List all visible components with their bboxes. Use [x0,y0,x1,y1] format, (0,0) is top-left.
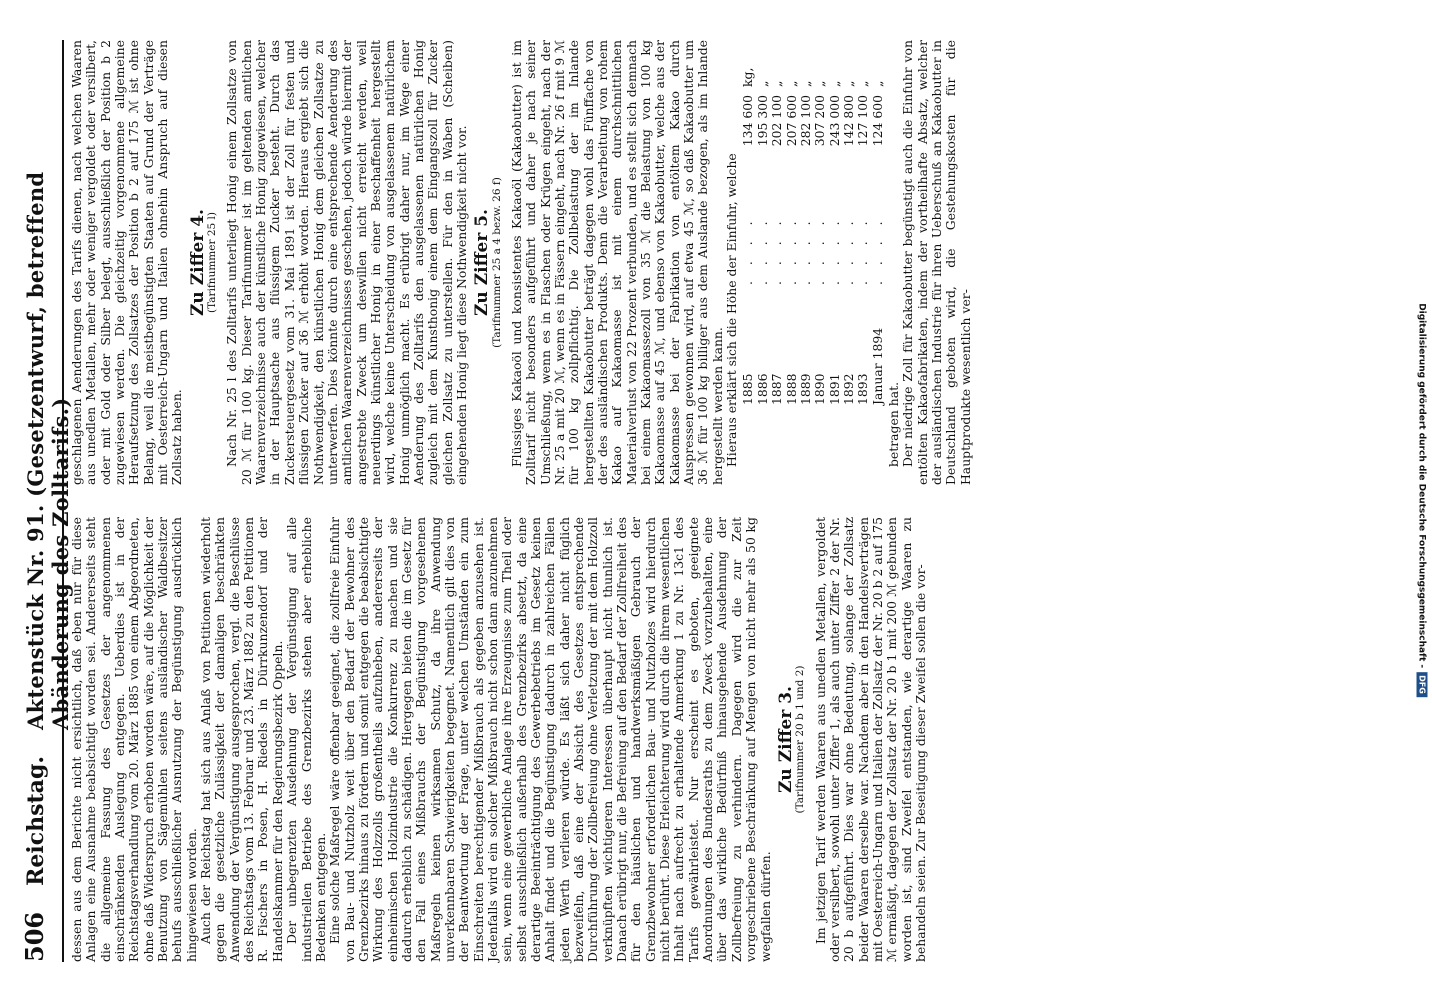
table-row [799,40,813,405]
table-unit: „ [769,80,785,87]
table-leader: . . . . [754,215,770,285]
table-value: 202 100 [769,95,785,147]
table-value: 282 100 [797,95,813,147]
header-reichstag: Reichstag. [23,756,49,886]
paragraph: betragen hat. [885,381,901,467]
section-subheading: (Tarifnummer 20 b 1 und 2) [794,665,807,814]
paragraph: dessen aus dem Berichte nicht ersichtlich, daß eben nur für diese Anlagen eine Ausnahme beabsichtigt worden sei. Andererseits steht die allgemeine Fassung des Gesetzes der angenommenen einschränkenden Auslegung entgegen. Ueberdies ist in der Reichstagsverhandlung vom 20. März 1885 von einem Abgeordneten, ohne daß Widerspruch erhoben worden wäre, auf die Möglichkeit der Benutzung von Sägemühlen seitens ausländischer Waldbesitzer behufs ausschließlicher Ausnutzung der Begünstigung ausdrücklich hingewiesen worden. [69,517,199,962]
table-row [756,40,770,405]
table-year: 1889 [797,373,813,405]
right-column [70,40,973,485]
table-leader: . . . . [869,215,885,285]
table-leader: . . . . [812,215,828,285]
table-year: 1892 [840,373,856,405]
table-value: 195 300 [754,95,770,147]
page-header [20,40,73,962]
table-unit: „ [855,80,871,87]
table-year: 1885 [740,373,756,405]
table-leader: . . . . [797,215,813,285]
section-heading: Zu Ziffer 3. [775,686,796,793]
table-row [741,40,755,405]
table-leader: . . . . [826,215,842,285]
table-row [856,40,870,405]
section-heading: Zu Ziffer 4. [187,209,208,316]
digitization-footer [1414,0,1430,1000]
table-year: Januar 1894 [869,327,885,405]
table-row [813,40,827,405]
table-value: 127 100 [855,95,871,147]
table-row [842,40,856,405]
table-value: 142 800 [840,95,856,147]
table-leader: . . . . [769,215,785,285]
table-year: 1893 [855,373,871,405]
left-column [70,517,928,962]
table-leader: . . . . [740,215,756,285]
table-leader: . . . . [855,215,871,285]
paragraph: Im jetzigen Tarif werden Waaren aus unedlen Metallen, vergoldet oder versilbert, sowohl unter Ziffer 1, als auch unter Ziffer 2 der Nr. 20 b aufgeführt. Dies war ohne Bedeutung, solange der Zollsatz beider Waaren derselbe war. Nachdem aber in den Handelsverträgen mit Oesterreich-Ungarn und Italien der Zollsatz der Nr. 20 b 2 auf 175 ℳ ermäßigt, dagegen der Zollsatz der Nr. 20 b 1 mit 200 ℳ gebunden worden ist, sind Zweifel entstanden, wie derartige Waaren zu behandeln seien. Zur Beseitigung dieser Zweifel sollen die vor- [812,517,928,962]
table-year: 1886 [754,373,770,405]
paragraph: Nach Nr. 25 l des Zolltarifs unterliegt Honig einem Zollsatze von 20 ℳ für 100 kg. Dieser Tarifnummer ist im geltenden amtlichen Waarenverzeichnisse auch der künstliche Honig zugewiesen, welcher in der Hauptsache aus flüssigem Zucker besteht. Durch das Zuckersteuergesetz vom 31. Mai 1891 ist der Zoll für festen und flüssigen Zucker auf 36 ℳ erhöht worden. Hieraus ergiebt sich die Nothwendigkeit, den künstlichen Honig dem gleichen Zollsatze zu unterwerfen. Dies könnte durch eine entsprechende Aenderung des amtlichen Waarenverzeichnisses geschehen, jedoch würde hiermit der angestrebte Zweck um deswillen nicht erreicht werden, weil neuerdings künstlicher Honig in einer Beschaffenheit hergestellt wird, welche keine Unterscheidung von ausgelassenem natürlichem Honig unmöglich macht. Es erübrigt daher nur, im Wege einer Aenderung des Zolltarifs den ausgelassenen natürlichen Honig zugleich mit dem Kunsthonig einem dem Eingangszoll für Zucker gleichen Zollsatz zu unterstellen. Für den in Waben (Scheiben) eingehenden Honig liegt diese Nothwendigkeit nicht vor. [224,40,469,485]
paragraph: geschlagenen Aenderungen des Tarifs dienen, nach welchen Waaren aus unedlen Metallen, mehr oder weniger vergoldet oder versilbert, oder mit Gold oder Silber belegt, ausschließlich der Position b 2 zugewiesen werden. Die gleichzeitig vorgenommene allgemeine Heraufsetzung des Zollsatzes der Position b 2 auf 175 ℳ ist ohne Belang, weil die meistbegünstigten Staaten auf Grund der Verträge mit Oesterreich-Ungarn und Italien ohnehin Anspruch auf diesen Zollsatz haben. [69,40,185,485]
table-value: 124 600 [869,95,885,147]
table-row [871,40,885,405]
paragraph: Flüssiges Kakaoöl und konsistentes Kakaoöl (Kakaobutter) ist im Zolltarif nicht besonders aufgeführt und daher je nach seiner Umschließung, wenn es in Flaschen oder Krügen eingeht, nach der Nr. 25 a mit 20 ℳ, wenn es in Fässern eingeht, nach Nr. 26 f mit 9 ℳ für 100 kg zollpflichtig. Die Zollbelastung der im Inlande hergestellten Kakaobutter beträgt dagegen wohl das Fünffache von der des ausländischen Produkts. Denn die Verarbeitung von rohem Kakao auf Kakaomasse ist mit einem durchschnittlichen Materialverlust von 22 Prozent verbunden, und es stellt sich demnach bei einem Kakaomassezoll von 35 ℳ die Belastung von 100 kg Kakaomasse auf 45 ℳ, und ebenso von Kakaobutter, welche aus der Kakaomasse bei der Fabrikation von entöltem Kakao durch Auspressen gewonnen wird, auf etwa 45 ℳ, so daß Kakaobutter um 36 ℳ für 100 kg billiger aus dem Auslande bezogen, als im Inlande hergestellt werden kann. [508,40,725,485]
header-rule [62,40,64,962]
table-unit: „ [783,80,799,87]
table-row [785,40,799,405]
dfg-logo: DFG [1417,672,1428,697]
table-row [770,40,784,405]
table-year: 1891 [826,373,842,405]
footer-text: Digitalisierung gefördert durch die Deutsche Forschungsgemeinschaft - [1417,303,1427,669]
table-year: 1888 [783,373,799,405]
table-value: 134 600 [740,95,756,147]
table-value: 207 600 [783,95,799,147]
paragraph: Auch der Reichstag hat sich aus Anlaß von Petitionen wiederholt gegen die gesetzliche Zulässigkeit der damaligen beschränkten Anwendung der Vergünstigung ausgesprochen, vergl. die Beschlüsse des Reichstags vom 13. Februar und 23. März 1882 zu den Petitionen R. Fischers in Posen, H. Riedels in Dürrkunzendorf und der Handelskammer für den Regierungsbezirk Oppeln. [198,517,285,962]
paragraph: Der unbegrenzten Ausdehnung der Vergünstigung auf alle industriellen Betriebe des Grenzbezirks stehen aber erhebliche Bedenken entgegen. [284,517,328,962]
table-unit: „ [840,80,856,87]
table-year: 1887 [769,373,785,405]
section-subheading: (Tarifnummer 25 l) [206,212,219,313]
paragraph: Der niedrige Zoll für Kakaobutter begünstigt auch die Einfuhr von entölten Kakaofabrikaten, indem der vortheilhafte Absatz, welcher der ausländischen Industrie für ihren Ueberschuß an Kakaobutter in Deutschland geboten wird, die Gestehungskosten für die Hauptprodukte wesentlich ver- [900,40,973,485]
page-number: 506 [20,911,49,962]
table-unit: „ [812,80,828,87]
table-unit: „ [797,80,813,87]
section-subheading: (Tarifnummer 25 a 4 bezw. 26 f) [490,177,503,348]
table-year: 1890 [812,373,828,405]
import-table [741,40,884,405]
table-row [828,40,842,405]
table-value: 307 200 [812,95,828,147]
table-value: 243 000 [826,95,842,147]
table-leader: . . . . [840,215,856,285]
table-unit: „ [754,80,770,87]
table-unit: „ [826,80,842,87]
section-heading: Zu Ziffer 5. [472,209,493,316]
header-title: Aktenstück Nr. 91. (Gesetzentwurf, betreffend Abänderung des Zolltarifs.) [23,171,73,731]
paragraph: Eine solche Maßregel wäre offenbar geeignet, die zollfreie Einfuhr von Bau- und Nutzholz weit über den Bedarf der Bewohner des Grenzbezirks hinaus zu fördern und somit entgegen die beabsichtigte Wirkung des Holzzolls großentheils aufzuheben, andererseits der einheimischen Holzindustrie die Konkurrenz zu machen und sie dadurch erheblich zu schädigen. Hiergegen bieten die im Gesetz für den Fall eines Mißbrauchs der Begünstigung vorgesehenen Maßregeln keinen wirksamen Schutz, da ihre Anwendung unverkennbaren Schwierigkeiten begegnet. Namentlich gilt dies von der Beantwortung der Frage, unter welchen Umständen ein zum Einschreiten berechtigender Mißbrauch als gegeben anzusehen ist. Jedenfalls wird ein solcher Mißbrauch nicht schon dann anzunehmen sein, wenn eine gewerbliche Anlage ihre Erzeugnisse zum Theil oder selbst ausschließlich außerhalb des Grenzbezirks absetzt, da eine derartige Beeinträchtigung des Gewerbebetriebs im Gesetz keinen Anhalt findet und die Begünstigung dadurch in zahlreichen Fällen jeden Werth verlieren würde. Es läßt sich daher nicht füglich bezweifeln, daß eine der Absicht des Gesetzes entsprechende Durchführung der Zollbefreiung ohne Verletzung der mit dem Holzzoll verknüpften wichtigeren Interessen überhaupt nicht thunlich ist. Danach erübrigt nur, die Befreiung auf den Bedarf der Zollfreiheit des für den häuslichen und handwerksmäßigen Gebrauch der Grenzbewohner erforderlichen Bau- und Nutzholzes wird hierdurch nicht berührt. Diese Erleichterung wird durch die ihrem wesentlichen Inhalt nach aufrecht zu erhaltende Anmerkung 1 zu Nr. 13c1 des Tarifs gewährleistet. Nur erscheint es geboten, geeignete Anordnungen des Bundesraths zu dem Zweck vorzubehalten, eine über das wirkliche Bedürfniß hinausgehende Ausdehnung der Zollbefreiung zu verhindern. Dagegen wird die zur Zeit vorgeschriebene Beschränkung auf Mengen von nicht mehr als 50 kg wegfallen dürfen. [327,517,773,962]
table-unit: „ [869,80,885,87]
table-leader: . . . . [783,215,799,285]
table-unit: kg, [740,67,756,87]
paragraph: Hieraus erklärt sich die Höhe der Einfuhr, welche [724,153,740,467]
